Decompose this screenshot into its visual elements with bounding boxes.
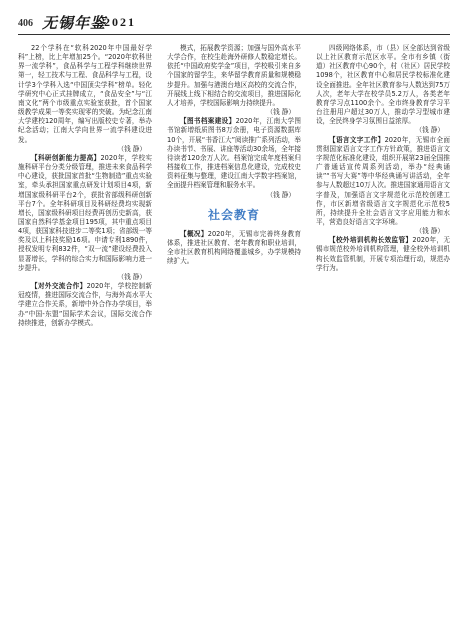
entry [167,117,301,190]
entry-title: 【对外交流合作】 [31,282,87,291]
entry-text: 2020年，无锡市全面贯彻国家语言文字工作方针政策，推进语言文字规范化标准化建设，组织开展第23届全国推广普通话宣传周系列活动，举办“经典诵读”“书写大赛”等中华经典诵写讲活动，全年参与人数超过10万人次。推进国家通用语言文字普及，加强语言文字规范化示范校创建工作，市区新增省级语言文字规范化示范校5所，持续提升全社会语言文字应用能力和水平，营造良好语言文字环境。 [316,135,450,226]
entry-text: 2020年，无锡市规范校外培训机构管理，健全校外培训机构长效监管机制，开展专项治理行动，规范办学行为。 [316,236,450,272]
entry-text: 2020年，江南大学图书馆新增纸质图书8万余册，电子资源数据库10个，开展“书香江大”阅读推广系列活动，举办读书节、书展、讲座等活动30余场，全年接待读者120余万人次。档案馆完成年度档案归档接收工作，推进档案信息化建设，完成校史资料征集与整理，建设江南大学数字档案馆，全面提升档案管理和服务水平。 [167,117,301,190]
author-byline: （钱 静） [266,108,295,117]
author-byline: （钱 静） [415,126,444,135]
journal-title: 无锡年鉴 [42,14,107,32]
entry-title: 【图书档案建设】 [180,117,236,126]
author-byline: （钱 静） [117,272,146,281]
paragraph: 模式，拓展教学资源；加强与国外高水平大学合作，在校生赴海外研修人数稳定增长。依托“中国政府奖学金”项目，学校吸引来自多个国家的留学生，来华留学教育质量和规模稳步提升。加强与港澳台地区高校的交流合作，开展线上线下相结合的交流项目，推进国际化人才培养，学校国际影响力持续提升。 [167,44,301,107]
paragraph: 22个学科在“软科2020年中国最好学科”上榜，比上年增加25个。“2020年软科世界一流学科”，食品科学与工程学科继续世界第一，轻工技术与工程、食品科学与工程，设计学3个学科入选“中国顶尖学科”榜单。轻化学研究中心正式挂牌成立，“食品安全”与“江南文化”两个市级重点实验室获批，首个国家级教学成果一等奖实现零的突破。为纪念江南大学建校120周年，编写出版校史专著，举办纪念活动；江南大学向世界一流学科建设进发。 [18,44,152,144]
article-body [18,44,450,630]
header-rule [18,34,450,35]
author-byline: （钱 静） [266,190,295,199]
author-byline: （钱 静） [415,227,444,236]
column-left [18,44,152,630]
section-heading: 社会教育 [207,207,260,222]
entry-text: 2020年，学校实施科研平台分类分级管理，推进未来食品科学中心建设，获批国家首批“生物制造”重点实验室，牵头承担国家重点研发计划项目4项，新增国家级科研平台2个，获批省部级科研创新平台7个。全年科研项目及科研经费均实现新增长，国家级科研项目经费再创历史新高，获国家自然科学基金项目195项，其中重点项目4项，获国家科技进步二等奖1项；省部级一等奖及以上科技奖励16项。申请专利1890件，授权发明专利832件，“双一流”建设经费投入显著增长，学科的综合实力和国际影响力进一步提升。 [18,153,152,272]
page-header [18,10,450,36]
entry-text: 2020年，无锡市完善终身教育体系，推进社区教育、老年教育和职业培训，全市社区教育机构网络覆盖城乡，办学规模持续扩大。 [167,229,301,266]
entry [18,282,152,328]
author-byline: （钱 静） [117,144,146,153]
page-number: 406 [18,18,33,29]
journal-year: 2021 [104,15,136,29]
entry [18,154,152,273]
entry-title: 【科研创新能力提高】 [31,153,101,162]
entry-title: 【校外培训机构长效监管】 [329,236,413,245]
entry [316,236,450,273]
entry-title: 【语言文字工作】 [329,135,385,144]
column-right [316,44,450,630]
column-middle [167,44,301,630]
entry [167,230,301,267]
entry [316,136,450,228]
paragraph: 四级网络体系，市（县）区全部达到省级以上社区教育示范区水平。全市有乡镇（街道）社区教育中心90个，村（社区）居民学校1098个，社区教育中心和居民学校标准化建设全面推进。全年社区教育参与人数达到75万人次，老年大学在校学员5.2万人，各类老年教育学习点1100余个。全市终身教育学习平台注册用户超过30万人，推动学习型城市建设，全民终身学习氛围日益浓厚。 [316,44,450,126]
entry-text: 2020年，学校控制新冠疫情，推进国际交流合作，与海外高水平大学建立合作关系，新增中外合作办学项目，举办“中国-东盟”国际学术会议，国际交流合作持续推进，创新办学模式。 [18,282,152,327]
entry-title: 【概况】 [180,229,208,238]
